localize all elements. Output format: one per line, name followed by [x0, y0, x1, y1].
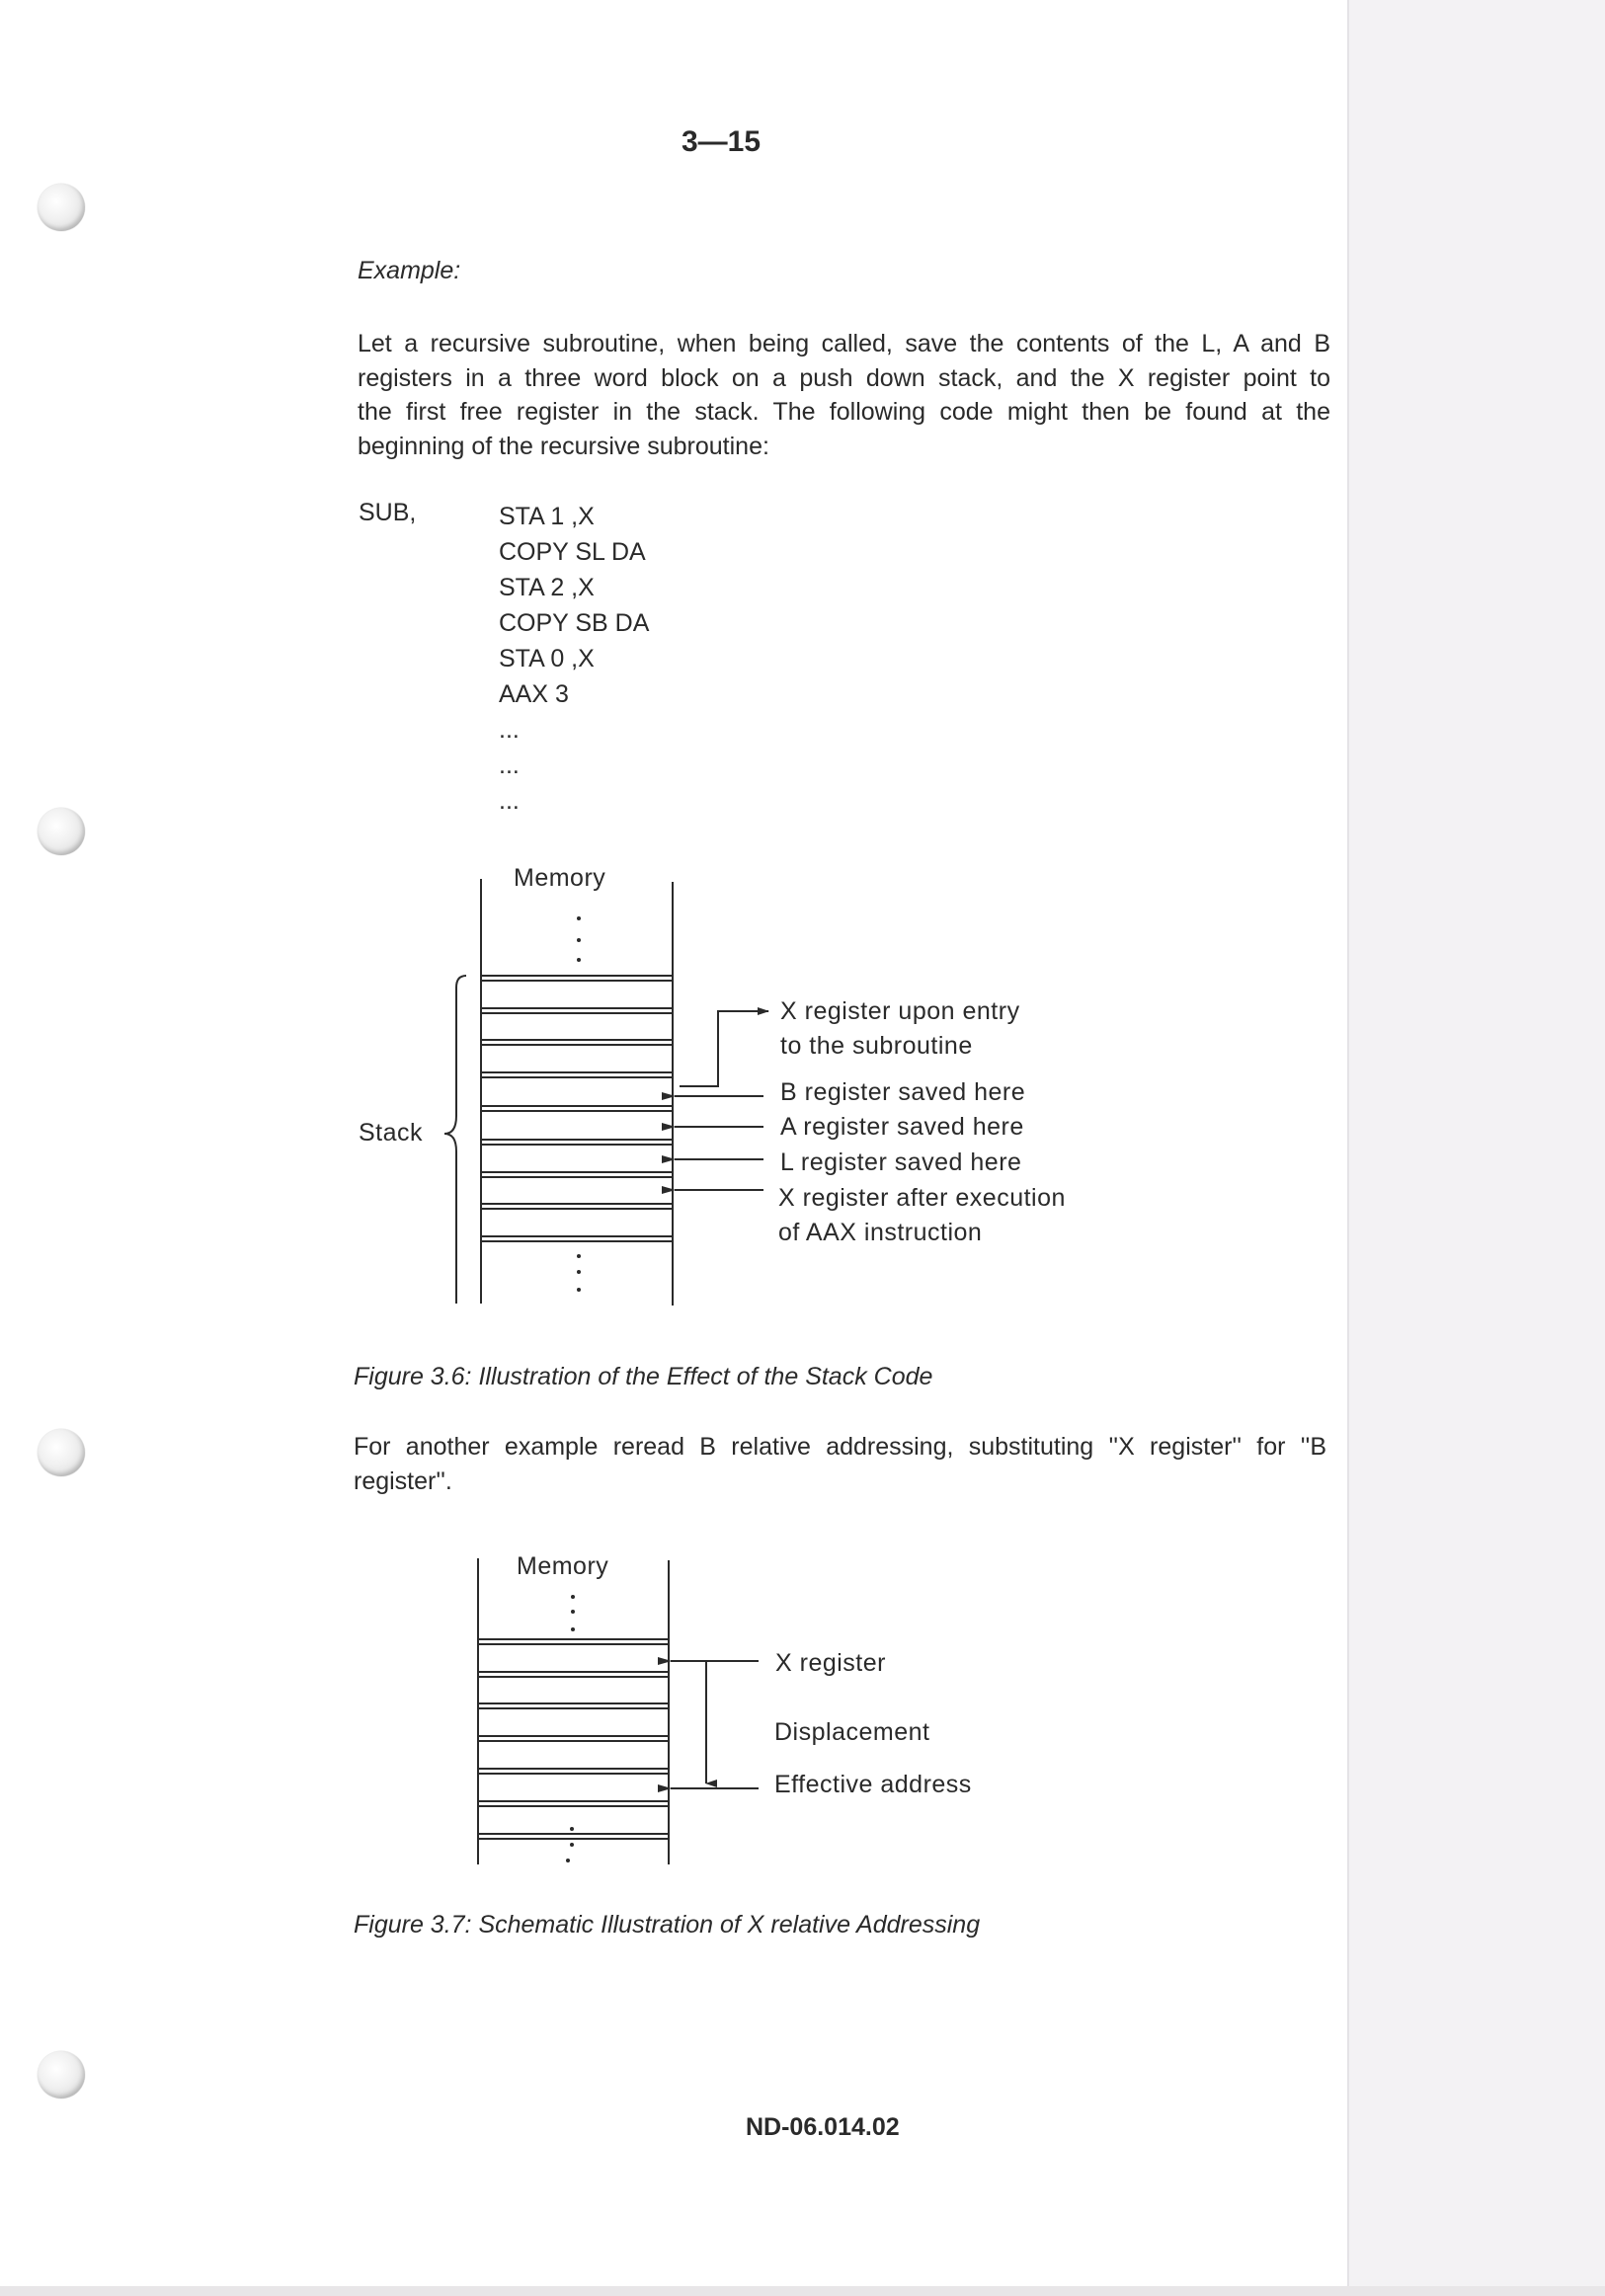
paragraph-line: beginning of the recursive subroutine:	[358, 432, 769, 460]
page-number: 3—15	[682, 125, 762, 158]
annotation-x-after: X register after execution	[778, 1184, 1066, 1212]
memory-label: Memory	[514, 864, 606, 892]
annotation-a-saved: A register saved here	[780, 1113, 1024, 1141]
memory-cells-2	[478, 1639, 669, 1839]
stack-brace	[444, 976, 466, 1304]
document-number: ND-06.014.02	[746, 2113, 900, 2141]
code-line: COPY SL DA	[499, 538, 646, 566]
code-line: ...	[499, 752, 520, 779]
paragraph-line: registers in a three word block on a push down stack, and the X register point to	[358, 363, 1330, 392]
code-line: ...	[499, 716, 520, 744]
paragraph-line: register''.	[354, 1466, 452, 1495]
code-line: STA 0 ,X	[499, 645, 595, 673]
paragraph-line: the first free register in the stack. The following code might then be found at the	[358, 398, 1330, 426]
figure-caption: Figure 3.7: Schematic Illustration of X relative Addressing	[354, 1911, 981, 1939]
code-line: COPY SB DA	[499, 609, 650, 637]
memory-label: Memory	[517, 1552, 609, 1580]
figure-caption: Figure 3.6: Illustration of the Effect of the Stack Code	[354, 1363, 933, 1390]
code-line: AAX 3	[499, 680, 569, 708]
code-line: ...	[499, 787, 520, 815]
annotation-l-saved: L register saved here	[780, 1148, 1022, 1176]
code-line: STA 2 ,X	[499, 574, 595, 601]
annotation-x-after: of AAX instruction	[778, 1219, 983, 1246]
annotation-b-saved: B register saved here	[780, 1078, 1026, 1106]
annotation-x-register: X register	[775, 1649, 886, 1677]
annotation-x-entry: X register upon entry	[780, 997, 1020, 1025]
paragraph-another-example	[354, 1430, 1326, 1498]
annotation-effective-address: Effective address	[774, 1771, 972, 1798]
code-line: STA 1 ,X	[499, 503, 595, 530]
stack-label: Stack	[359, 1119, 424, 1147]
example-label: Example:	[358, 257, 461, 284]
annotation-x-entry: to the subroutine	[780, 1032, 973, 1060]
paragraph-line: Let a recursive subroutine, when being called, save the contents of the L, A and B	[358, 330, 1330, 357]
code-label: SUB,	[359, 499, 417, 526]
memory-cells	[481, 976, 673, 1241]
x-entry-connector	[680, 1011, 768, 1086]
annotation-displacement: Displacement	[774, 1718, 930, 1746]
paragraph-line: For another example reread B relative addressing, substituting ''X register'' for ''B	[354, 1433, 1326, 1461]
